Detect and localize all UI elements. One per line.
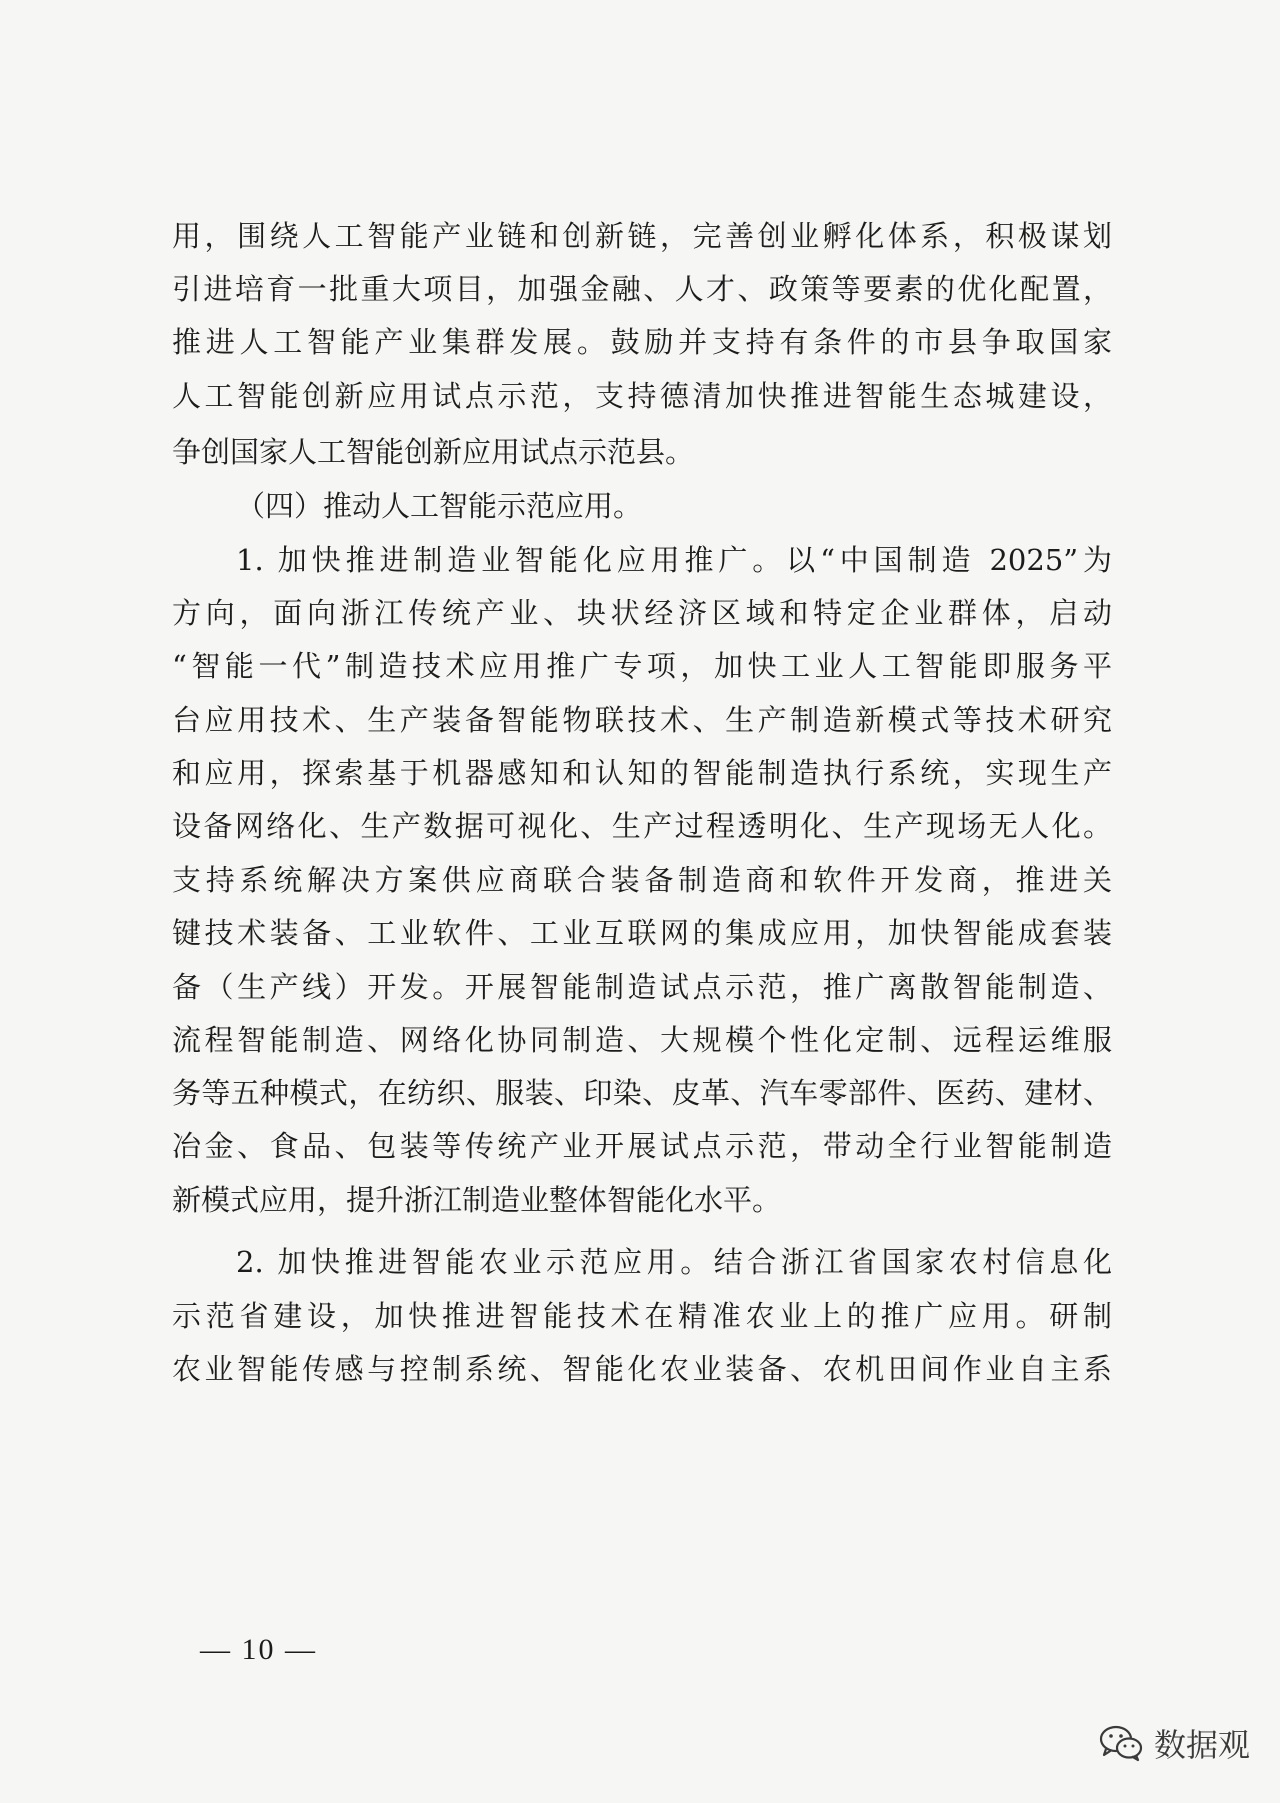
- watermark-text: 数据观: [1153, 1726, 1250, 1764]
- text-line: 农业智能传感与控制系统、智能化农业装备、农机田间作业自主系: [172, 1352, 1112, 1386]
- text-line: 示范省建设，加快推进智能技术在精准农业上的推广应用。研制: [172, 1299, 1112, 1333]
- text-line: 务等五种模式，在纺织、服装、印染、皮革、汽车零部件、医药、建材、: [172, 1076, 1112, 1110]
- text-line: 争创国家人工智能创新应用试点示范县。: [172, 435, 695, 469]
- text-line: 2. 加快推进智能农业示范应用。结合浙江省国家农村信息化: [236, 1245, 1112, 1279]
- watermark: [1098, 1720, 1250, 1770]
- text-line: 1. 加快推进制造业智能化应用推广。以“中国制造 2025”为: [236, 543, 1112, 577]
- text-line: 和应用，探索基于机器感知和认知的智能制造执行系统，实现生产: [172, 756, 1112, 790]
- text-line: 备（生产线）开发。开展智能制造试点示范，推广离散智能制造、: [172, 970, 1112, 1004]
- text-line: 键技术装备、工业软件、工业互联网的集成应用，加快智能成套装: [172, 916, 1112, 950]
- text-line: 冶金、食品、包装等传统产业开展试点示范，带动全行业智能制造: [172, 1129, 1112, 1163]
- section-heading: （四）推动人工智能示范应用。: [236, 489, 643, 523]
- text-line: 流程智能制造、网络化协同制造、大规模个性化定制、远程运维服: [172, 1023, 1112, 1057]
- page-number: — 10 —: [200, 1633, 317, 1666]
- text-line: 台应用技术、生产装备智能物联技术、生产制造新模式等技术研究: [172, 703, 1112, 737]
- text-line: “智能一代”制造技术应用推广专项，加快工业人工智能即服务平: [172, 649, 1112, 683]
- text-line: 支持系统解决方案供应商联合装备制造商和软件开发商，推进关: [172, 863, 1112, 897]
- text-line: 引进培育一批重大项目，加强金融、人才、政策等要素的优化配置，: [172, 272, 1112, 306]
- text-line: 方向，面向浙江传统产业、块状经济区域和特定企业群体，启动: [172, 596, 1112, 630]
- wechat-icon: [1098, 1723, 1144, 1767]
- text-line: 推进人工智能产业集群发展。鼓励并支持有条件的市县争取国家: [172, 325, 1112, 359]
- text-line: 用，围绕人工智能产业链和创新链，完善创业孵化体系，积极谋划: [172, 219, 1112, 253]
- text-line: 人工智能创新应用试点示范，支持德清加快推进智能生态城建设，: [172, 379, 1112, 413]
- text-line: 设备网络化、生产数据可视化、生产过程透明化、生产现场无人化。: [172, 809, 1112, 843]
- text-line: 新模式应用，提升浙江制造业整体智能化水平。: [172, 1183, 782, 1217]
